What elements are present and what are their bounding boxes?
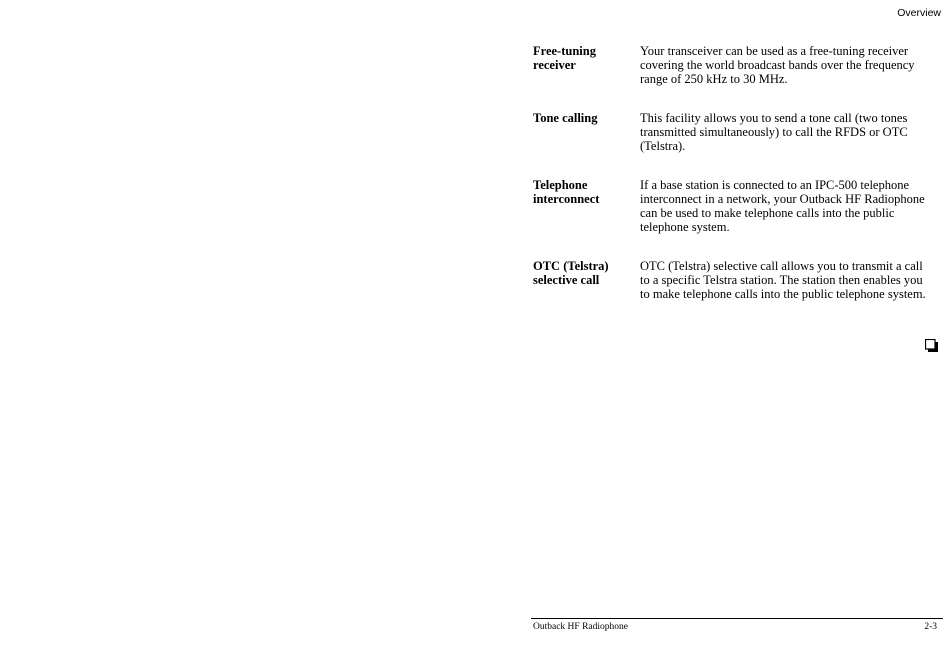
section-title: Overview [897,7,941,19]
feature-term [533,178,640,234]
feature-term-line: Free-tuning [533,44,596,58]
feature-term-line: interconnect [533,192,600,206]
footer-page-number: 2-3 [924,622,937,632]
feature-term-line: selective call [533,273,600,287]
feature-description: If a base station is connected to an IPC-500 telephone interconnect in a network, your Outback HF Radiophone can be used to make telephone calls into the public telephone system. [640,178,925,234]
feature-term-line: Telephone [533,178,588,192]
feature-term-line: OTC (Telstra) [533,259,609,273]
feature-term [533,111,640,153]
feature-entry-tone-calling [533,111,933,153]
footer-publication-title: Outback HF Radiophone [533,622,628,632]
feature-term [533,259,640,301]
feature-description: Your transceiver can be used as a free-tuning receiver covering the world broadcast bands over the frequency range of 250 kHz to 30 MHz. [640,44,915,86]
feature-term-line: Tone calling [533,111,598,125]
feature-list [533,44,933,325]
feature-entry-free-tuning-receiver [533,44,933,86]
feature-term [533,44,640,86]
feature-entry-otc-selective-call [533,259,933,301]
end-of-section-box-icon [925,339,938,352]
footer-divider [531,618,943,619]
feature-term-line: receiver [533,58,576,72]
feature-entry-telephone-interconnect [533,178,933,234]
feature-description: OTC (Telstra) selective call allows you to transmit a call to a specific Telstra station. The station then enables you to make telephone calls into the public telephone system. [640,259,926,301]
feature-description: This facility allows you to send a tone call (two tones transmitted simultaneously) to call the RFDS or OTC (Telstra). [640,111,908,153]
